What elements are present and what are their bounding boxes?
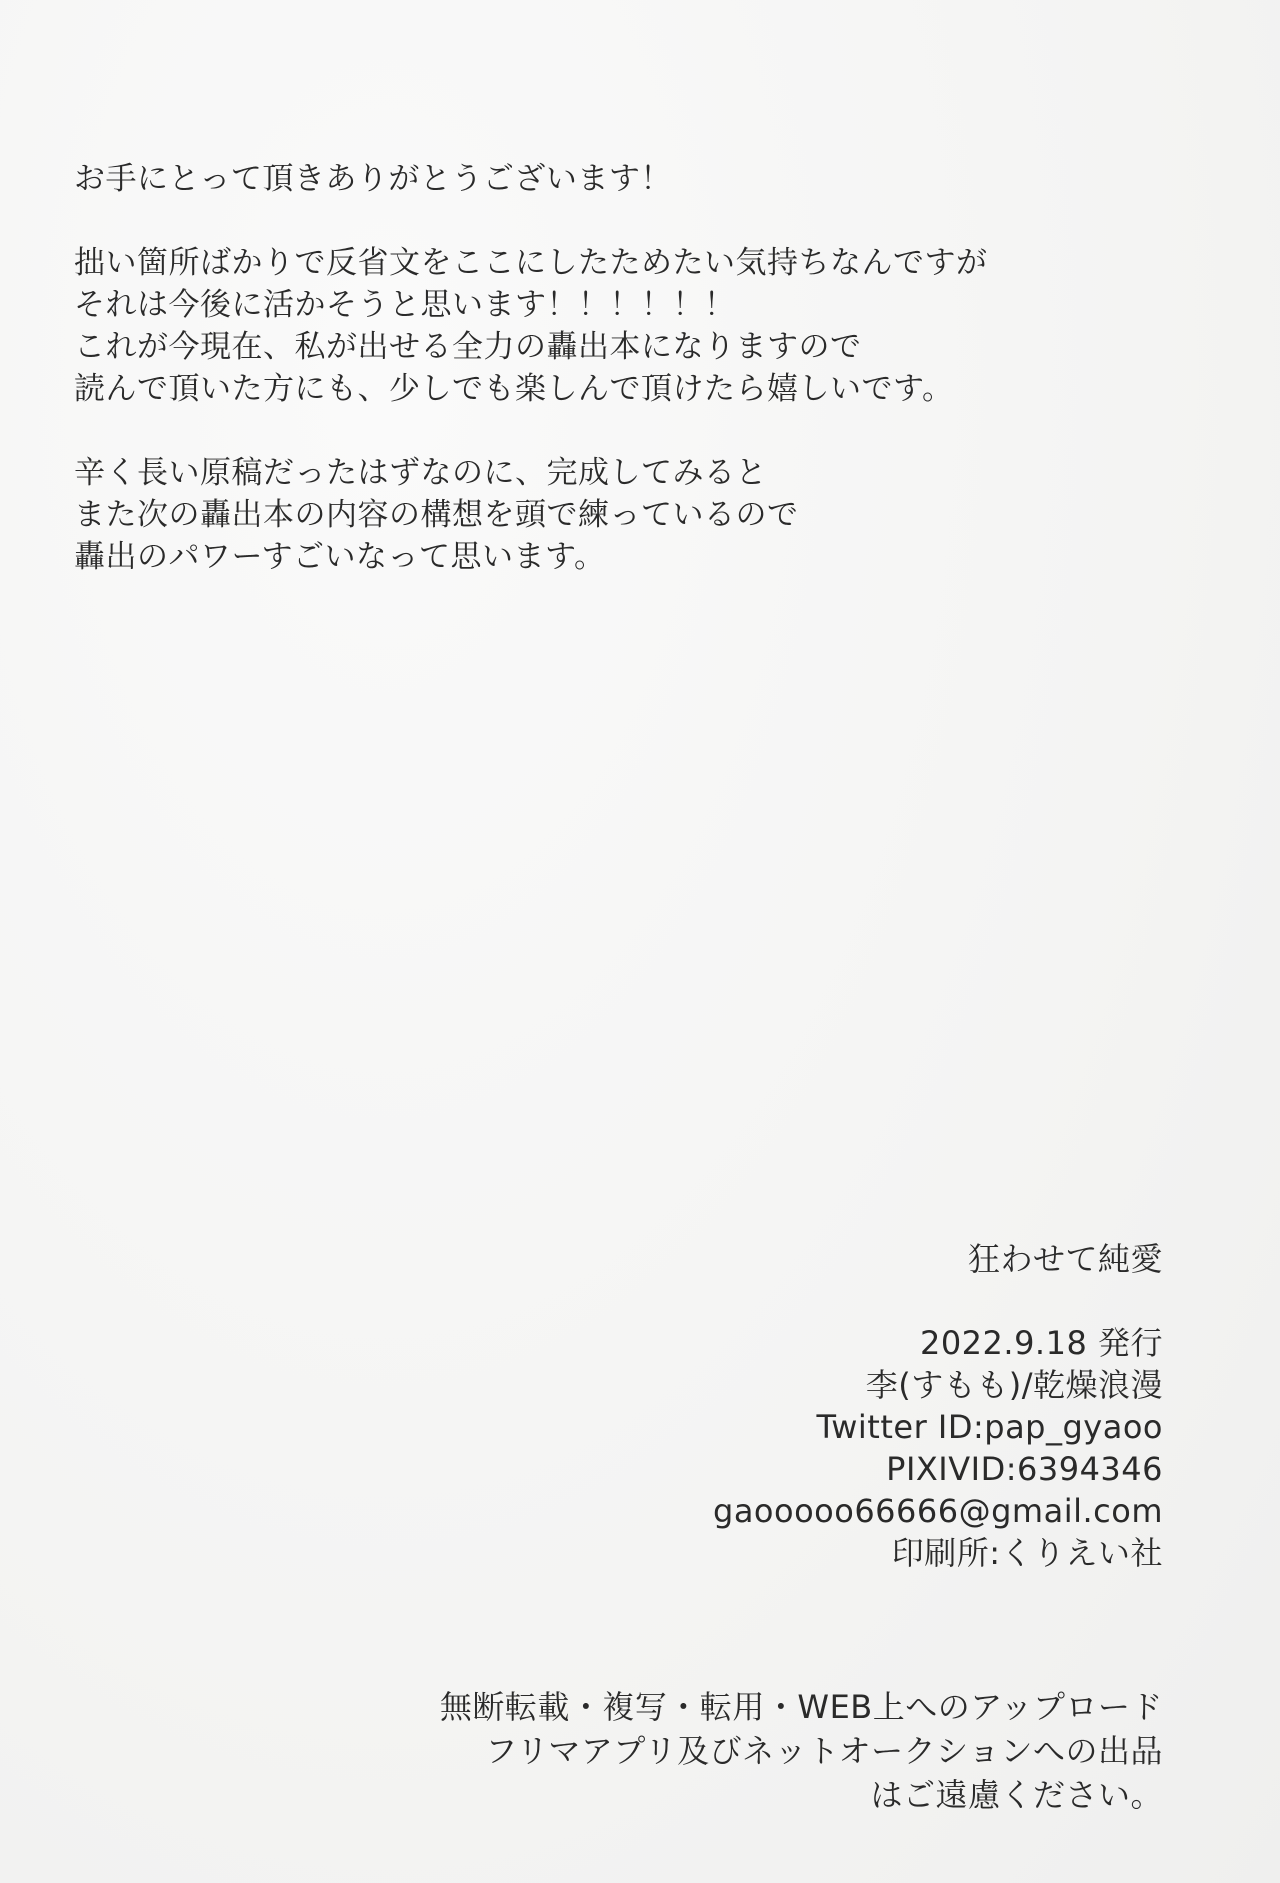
afterword-line: それは今後に活かそうと思います！！！！！！ (74, 287, 736, 323)
afterword-text (74, 158, 1174, 620)
book-title: 狂わせて純愛 (967, 1240, 1163, 1278)
twitter-id: Twitter ID:pap_gyaoo (816, 1408, 1163, 1446)
afterword-paragraph-3 (74, 452, 1174, 578)
pixiv-id: PIXIVID:6394346 (886, 1450, 1163, 1488)
colophon (713, 1238, 1163, 1574)
afterword-line: 辛く長い原稿だったはずなのに、完成してみると (74, 455, 767, 491)
publish-date: 2022.9.18 発行 (919, 1324, 1163, 1362)
afterword-line: これが今現在、私が出せる全力の轟出本になりますので (74, 329, 862, 365)
notice-line: 無断転載・複写・転用・WEB上へのアップロード (439, 1688, 1163, 1726)
afterword-paragraph-1 (74, 158, 1174, 200)
afterword-line: 読んで頂いた方にも、少しでも楽しんで頂けたら嬉しいです。 (74, 371, 954, 407)
afterword-line: 轟出のパワーすごいなって思います。 (74, 539, 606, 575)
afterword-line: 拙い箇所ばかりで反省文をここにしたためたい気持ちなんですが (74, 245, 988, 281)
notice-line: はご遠慮ください。 (870, 1776, 1163, 1814)
notice-line: フリマアプリ及びネットオークションへの出品 (485, 1732, 1163, 1770)
contact-email: gaooooo66666@gmail.com (713, 1492, 1163, 1530)
author-circle: 李(すもも)/乾燥浪漫 (865, 1366, 1163, 1404)
afterword-line: また次の轟出本の内容の構想を頭で練っているので (74, 497, 799, 533)
afterword-line: お手にとって頂きありがとうございます！ (74, 161, 672, 197)
afterword-paragraph-2 (74, 242, 1174, 410)
printer-name: 印刷所:くりえい社 (891, 1534, 1163, 1572)
reproduction-notice (440, 1685, 1163, 1817)
